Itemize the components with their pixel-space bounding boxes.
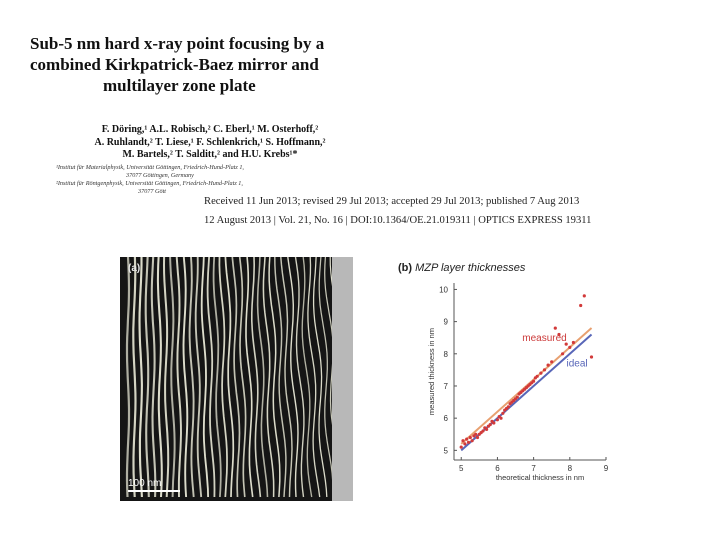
- measured-point: [489, 423, 492, 426]
- measured-point: [471, 439, 474, 442]
- x-tick-label: 7: [531, 464, 536, 473]
- affiliations: [56, 164, 356, 196]
- measured-point: [568, 346, 571, 349]
- affiliation-line-2: 37077 Göttingen, Germany: [126, 172, 194, 179]
- scale-bar-label: 100 nm: [128, 478, 162, 489]
- measured-point: [492, 421, 495, 424]
- measured-point: [554, 327, 557, 330]
- measured-point: [496, 418, 499, 421]
- affiliation-line-3: ²Institut für Röntgenphysik, Universität Göttingen, Friedrich-Hund-Platz 1,: [56, 180, 243, 187]
- author-line-2: A. Ruhlandt,² T. Liese,¹ F. Schlenkrich,¹ S. Hoffmann,²: [94, 136, 326, 148]
- y-axis-label: measured thickness in nm: [427, 327, 436, 416]
- fit-line: [461, 328, 591, 444]
- y-tick-label: 5: [443, 446, 448, 456]
- scale-bar: [128, 490, 180, 492]
- measured-point: [474, 433, 477, 436]
- measured-point: [467, 441, 470, 444]
- affiliation-line-4: 37077 Gött: [138, 188, 167, 195]
- measured-point: [539, 372, 542, 375]
- measured-point: [579, 304, 582, 307]
- measured-point: [465, 438, 468, 441]
- measured-point: [550, 360, 553, 363]
- y-tick-label: 9: [443, 317, 448, 327]
- measured-point: [499, 417, 502, 420]
- measured-point: [485, 428, 488, 431]
- zone-plate-stripes: [120, 257, 353, 501]
- measured-point: [476, 436, 479, 439]
- affiliation-line-1: ¹Institut für Materialphysik, Universität Göttingen, Friedrich-Hund-Platz 1,: [56, 164, 244, 171]
- measured-point: [516, 396, 519, 399]
- title-line-2: combined Kirkpatrick-Baez mirror and: [30, 55, 319, 74]
- measured-series-label: measured: [522, 332, 567, 344]
- panel-b-title: [398, 262, 525, 274]
- ideal-series-label: ideal: [566, 358, 588, 370]
- measured-point: [469, 436, 472, 439]
- journal-citation: 12 August 2013 | Vol. 21, No. 16 | DOI:10.1364/OE.21.019311 | OPTICS EXPRESS 19311: [204, 215, 592, 226]
- measured-point: [501, 412, 504, 415]
- y-tick-label: 6: [443, 414, 448, 424]
- x-axis-label: theoretical thickness in nm: [495, 473, 585, 482]
- measured-point: [507, 405, 510, 408]
- y-tick-label: 8: [443, 349, 448, 359]
- tem-micrograph: [120, 257, 353, 501]
- measured-point: [561, 352, 564, 355]
- x-tick-label: 6: [495, 464, 500, 473]
- measured-point: [572, 341, 575, 344]
- x-tick-label: 5: [459, 464, 464, 473]
- author-line-3: M. Bartels,² T. Salditt,² and H.U. Krebs¹*: [122, 149, 298, 161]
- x-tick-label: 9: [603, 464, 609, 473]
- micrograph-edge: [332, 257, 353, 501]
- author-list: [60, 124, 360, 162]
- measured-point: [536, 375, 539, 378]
- publication-dates: Received 11 Jun 2013; revised 29 Jul 2013; accepted 29 Jul 2013; published 7 Aug 2013: [204, 196, 580, 207]
- layer-thickness-chart: [398, 275, 613, 505]
- title-line-1: Sub-5 nm hard x-ray point focusing by a: [30, 34, 325, 53]
- x-tick-label: 8: [567, 464, 573, 473]
- measured-point: [463, 442, 466, 445]
- measured-point: [590, 355, 593, 358]
- panel-b-label: (b): [398, 262, 413, 274]
- measured-point: [461, 439, 464, 442]
- measured-point: [481, 429, 484, 432]
- measured-point: [543, 368, 546, 371]
- y-tick-label: 10: [439, 285, 448, 295]
- measured-point: [532, 380, 535, 383]
- chart-title: MZP layer thicknesses: [415, 262, 526, 274]
- y-tick-label: 7: [443, 381, 448, 391]
- title-line-3: multilayer zone plate: [103, 76, 256, 95]
- panel-a-label: (a): [128, 263, 141, 274]
- measured-point: [460, 446, 463, 449]
- measured-point: [547, 364, 550, 367]
- measured-point: [583, 294, 586, 297]
- paper-title: [30, 33, 360, 96]
- author-line-1: F. Döring,¹ A.L. Robisch,² C. Eberl,¹ M. Osterhoff,²: [101, 124, 319, 135]
